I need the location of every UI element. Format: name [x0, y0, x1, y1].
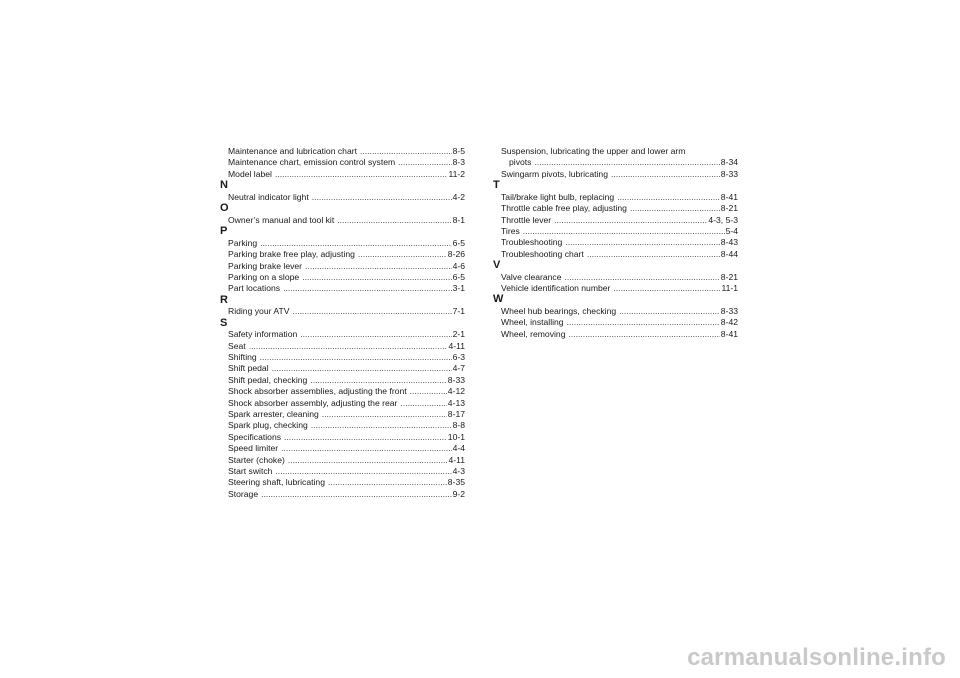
dot-leader	[630, 203, 720, 214]
dot-leader	[312, 192, 452, 203]
index-entry-page: 4-6	[452, 260, 465, 271]
index-entry	[220, 146, 465, 157]
dot-leader	[275, 169, 447, 180]
index-entry-page: 5-4	[725, 225, 738, 236]
index-entry-page: 8-8	[452, 420, 465, 431]
index-entry-page: 8-33	[720, 168, 738, 179]
index-entry	[493, 329, 738, 340]
index-entry-text: Tires	[501, 225, 520, 236]
index-entry-page: 2-1	[452, 329, 465, 340]
index-entry-page: 8-21	[720, 203, 738, 214]
index-entry-text: Shock absorber assembly, adjusting the rear	[228, 397, 398, 408]
dot-leader	[272, 363, 452, 374]
index-entry-page: 4-3, 5-3	[708, 214, 738, 225]
index-entry	[493, 283, 738, 294]
index-entry	[220, 466, 465, 477]
dot-leader	[283, 283, 452, 294]
dot-leader	[410, 386, 447, 397]
index-entry	[220, 249, 465, 260]
index-entry-text: Start switch	[228, 465, 273, 476]
index-entry-text: Spark plug, checking	[228, 420, 308, 431]
index-entry	[220, 341, 465, 352]
index-entry-page: 8-41	[720, 328, 738, 339]
index-entry	[220, 409, 465, 420]
index-entry-page: 7-1	[452, 306, 465, 317]
dot-leader	[611, 169, 720, 180]
index-entry-text: Specifications	[228, 431, 282, 442]
index-entry-page: 3-1	[452, 283, 465, 294]
dot-leader	[328, 477, 447, 488]
index-entry-text: Neutral indicator light	[228, 191, 309, 202]
index-entry-page: 6-5	[452, 271, 465, 282]
index-entry-page: 11-2	[448, 168, 465, 179]
dot-leader	[398, 157, 451, 168]
index-entry-text: Suspension, lubricating the upper and lower arm	[501, 146, 686, 156]
index-entry-text: Parking brake free play, adjusting	[228, 249, 355, 260]
index-entry-page: 8-17	[447, 409, 465, 419]
index-entry	[220, 432, 465, 443]
index-entry-page: 9-2	[452, 488, 465, 499]
index-entry-text: Parking on a slope	[228, 271, 300, 282]
dot-leader	[302, 272, 451, 283]
index-entry	[493, 272, 738, 283]
index-letter-heading: T	[493, 179, 500, 192]
index-entry	[220, 375, 465, 386]
index-entry-text: Spark arrester, cleaning	[228, 409, 319, 419]
index-entry	[220, 192, 465, 203]
index-entry-page: 8-35	[447, 477, 465, 488]
dot-leader	[523, 226, 725, 237]
index-entry	[220, 386, 465, 397]
index-entry-text: Throttle cable free play, adjusting	[501, 203, 627, 214]
index-entry-page: 4-11	[448, 340, 465, 351]
index-entry-text: Shift pedal	[228, 363, 269, 374]
index-entry-page: 8-1	[452, 214, 465, 225]
index-entry	[493, 306, 738, 317]
index-entry	[493, 249, 738, 260]
dot-leader	[305, 261, 452, 272]
index-entry-text: Maintenance chart, emission control system	[228, 157, 396, 168]
index-entry	[493, 237, 738, 248]
index-entry-page: 4-3	[452, 465, 465, 476]
index-entry	[220, 443, 465, 454]
index-entry-text: Tail/brake light bulb, replacing	[501, 191, 615, 202]
index-entry-text: Owner’s manual and tool kit	[228, 214, 335, 225]
index-entry-page: 4-7	[452, 363, 465, 374]
index-entry	[220, 489, 465, 500]
index-entry	[220, 238, 465, 249]
dot-leader	[310, 375, 446, 386]
index-entry-page: 8-34	[720, 157, 738, 168]
index-entry	[220, 306, 465, 317]
dot-leader	[619, 306, 720, 317]
dot-leader	[337, 215, 451, 226]
dot-leader	[300, 329, 451, 340]
index-entry-text: Maintenance and lubrication chart	[228, 146, 357, 156]
index-entry-text: Speed limiter	[228, 443, 279, 454]
index-entry-page: 4-4	[452, 443, 465, 454]
index-entry	[220, 157, 465, 168]
index-entry-page: 6-5	[452, 237, 465, 248]
index-entry-text: pivots	[509, 157, 532, 168]
index-entry-page: 8-42	[720, 317, 738, 328]
dot-leader	[613, 283, 720, 294]
index-entry-page: 8-26	[447, 249, 465, 260]
dot-leader	[260, 352, 452, 363]
index-column-right	[493, 146, 738, 340]
index-entry-text: Steering shaft, lubricating	[228, 477, 325, 488]
dot-leader	[311, 420, 452, 431]
dot-leader	[565, 272, 720, 283]
index-entry-page: 4-13	[447, 397, 465, 408]
index-entry-page: 4-12	[447, 386, 465, 397]
index-letter-heading: S	[220, 316, 228, 329]
index-entry-page: 8-33	[720, 306, 738, 317]
index-entry-page: 8-5	[452, 146, 465, 156]
index-entry-text: Troubleshooting	[501, 237, 563, 248]
index-entry	[493, 215, 738, 226]
dot-leader	[249, 341, 448, 352]
index-entry	[220, 261, 465, 272]
index-entry-text: Riding your ATV	[228, 306, 290, 317]
index-entry	[220, 283, 465, 294]
index-entry	[220, 363, 465, 374]
index-entry-text: Vehicle identification number	[501, 283, 611, 294]
dot-leader	[260, 238, 451, 249]
index-entry	[220, 477, 465, 488]
index-entry-page: 8-43	[720, 237, 738, 248]
index-entry-text: Safety information	[228, 329, 298, 340]
index-entry	[220, 329, 465, 340]
index-entry-page: 8-21	[720, 271, 738, 282]
index-entry-page: 4-11	[448, 454, 465, 465]
dot-leader	[358, 249, 447, 260]
index-entry	[220, 352, 465, 363]
dot-leader	[292, 306, 451, 317]
index-entry-text: Model label	[228, 168, 272, 179]
dot-leader	[568, 329, 719, 340]
index-entry-text: Shock absorber assemblies, adjusting the front	[228, 386, 407, 397]
index-entry	[493, 203, 738, 214]
index-entry	[220, 169, 465, 180]
index-entry	[493, 226, 738, 237]
index-entry	[493, 192, 738, 203]
dot-leader	[322, 409, 447, 420]
index-letter-heading: N	[220, 179, 228, 192]
index-entry	[220, 398, 465, 409]
index-entry-text: Wheel hub bearings, checking	[501, 306, 617, 317]
dot-leader	[400, 398, 446, 409]
index-entry-text: Seat	[228, 340, 246, 351]
index-entry-page: 11-1	[721, 283, 738, 294]
dot-leader	[565, 237, 719, 248]
dot-leader	[567, 317, 720, 328]
index-entry-text: Parking brake lever	[228, 260, 303, 271]
index-letter-heading: O	[220, 202, 229, 215]
dot-leader	[360, 146, 452, 157]
index-entry-page: 8-3	[452, 157, 465, 168]
index-entry-text: Shifting	[228, 352, 257, 363]
index-entry	[493, 146, 738, 157]
index-entry-text: Shift pedal, checking	[228, 374, 308, 385]
dot-leader	[284, 432, 447, 443]
index-entry-text: Valve clearance	[501, 271, 562, 282]
dot-leader	[587, 249, 720, 260]
index-entry-text: Storage	[228, 488, 259, 499]
index-entry	[220, 272, 465, 283]
index-entry	[493, 317, 738, 328]
watermark: carmanualsonline.info	[687, 644, 946, 671]
index-entry-page: 8-44	[720, 248, 738, 259]
index-entry	[493, 169, 738, 180]
index-entry	[220, 455, 465, 466]
index-letter-heading: V	[493, 259, 501, 272]
dot-leader	[534, 157, 719, 168]
index-entry-page: 8-41	[720, 191, 738, 202]
index-entry-text: Wheel, installing	[501, 317, 564, 328]
index-entry	[220, 420, 465, 431]
dot-leader	[261, 489, 451, 500]
index-entry-text: Swingarm pivots, lubricating	[501, 168, 608, 179]
index-entry	[493, 157, 738, 168]
index-entry-page: 8-33	[447, 374, 465, 385]
index-entry-page: 4-2	[452, 191, 465, 202]
index-entry-text: Parking	[228, 237, 258, 248]
index-entry-text: Troubleshooting chart	[501, 248, 584, 259]
index-entry-page: 6-3	[452, 352, 465, 363]
index-entry	[220, 215, 465, 226]
index-entry-text: Part locations	[228, 283, 281, 294]
index-letter-heading: W	[493, 293, 504, 306]
index-column-left	[220, 146, 465, 500]
dot-leader	[554, 215, 707, 226]
index-entry-text: Starter (choke)	[228, 454, 285, 465]
index-entry-page: 10-1	[447, 431, 465, 442]
dot-leader	[281, 443, 451, 454]
index-letter-heading: P	[220, 225, 228, 238]
index-letter-heading: R	[220, 293, 228, 306]
dot-leader	[288, 455, 448, 466]
index-entry-text: Throttle lever	[501, 214, 552, 225]
dot-leader	[617, 192, 720, 203]
dot-leader	[275, 466, 451, 477]
index-entry-text: Wheel, removing	[501, 328, 566, 339]
